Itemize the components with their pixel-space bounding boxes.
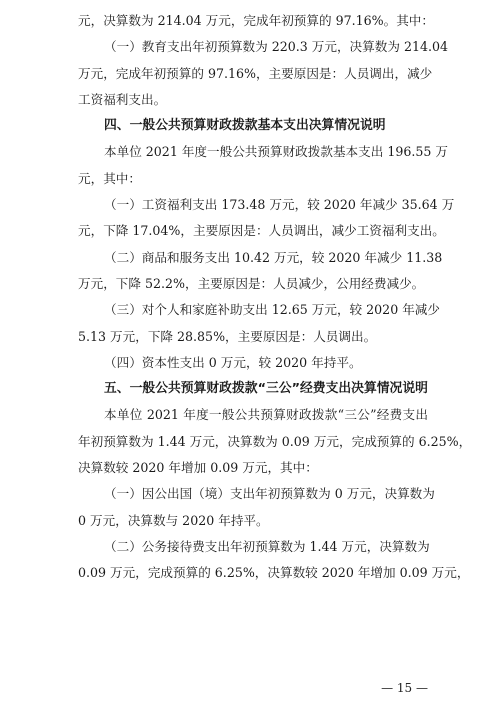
body-line: 工资福利支出。: [78, 91, 167, 107]
body-line: 年初预算数为 1.44 万元，决算数为 0.09 万元，完成预算的 6.25%，: [78, 433, 472, 449]
body-line: （一）因公出国（境）支出年初预算数为 0 万元，决算数为: [104, 486, 435, 502]
body-line: 0.09 万元，完成预算的 6.25%，决算数较 2020 年增加 0.09 万元，: [78, 565, 470, 581]
body-line: （一）教育支出年初预算数为 220.3 万元，决算数为 214.04: [104, 39, 449, 55]
page-number: — 15 —: [381, 681, 428, 695]
section-heading-five: 五、一般公共预算财政拨款“三公”经费支出决算情况说明: [104, 381, 428, 397]
body-line: 元，下降 17.04%，主要原因是：人员调出，减少工资福利支出。: [78, 223, 445, 239]
body-line: （三）对个人和家庭补助支出 12.65 万元，较 2020 年减少: [104, 302, 440, 318]
body-line: 本单位 2021 年度一般公共预算财政拨款基本支出 196.55 万: [104, 144, 449, 160]
body-line: 元，决算数为 214.04 万元，完成年初预算的 97.16%。其中：: [78, 13, 434, 28]
body-line: 5.13 万元，下降 28.85%，主要原因是：人员调出。: [78, 328, 377, 344]
body-line: 万元，下降 52.2%，主要原因是：人员减少，公用经费减少。: [78, 275, 425, 291]
body-line: 0 万元，决算数与 2020 年持平。: [78, 512, 269, 528]
body-line: 本单位 2021 年度一般公共预算财政拨款“三公”经费支出: [104, 407, 428, 423]
body-line: （二）商品和服务支出 10.42 万元，较 2020 年减少 11.38: [104, 249, 443, 265]
body-line: 决算数较 2020 年增加 0.09 万元，其中：: [78, 460, 318, 476]
document-body: [78, 8, 472, 587]
body-line: 万元，完成年初预算的 97.16%，主要原因是：人员调出，减少: [78, 65, 433, 81]
body-line: （四）资本性支出 0 万元，较 2020 年持平。: [104, 354, 362, 370]
body-line: 元，其中：: [78, 170, 141, 186]
section-heading-four: 四、一般公共预算财政拨款基本支出决算情况说明: [104, 118, 386, 134]
body-line: （二）公务接待费支出年初预算数为 1.44 万元，决算数为: [104, 538, 430, 554]
body-line: （一）工资福利支出 173.48 万元，较 2020 年减少 35.64 万: [104, 197, 455, 213]
